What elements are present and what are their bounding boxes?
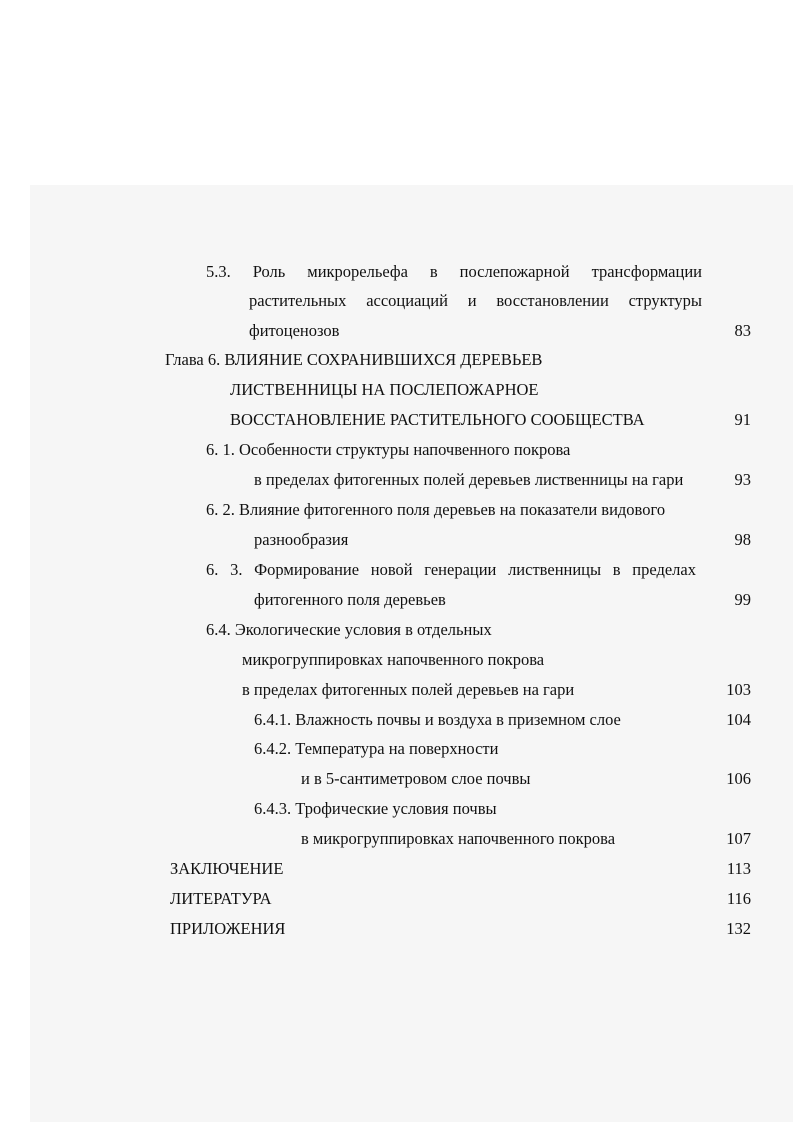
toc-page-number: 104 [726,710,751,729]
toc-entry-text: фитогенного поля деревьев [254,590,446,609]
toc-entry-text: ЛИТЕРАТУРА [170,889,272,908]
toc-entry-text: 6.4. Экологические условия в отдельных [206,620,492,639]
toc-entry-text: в пределах фитогенных полей деревьев на гари [242,680,575,699]
toc-entry-text: 6.4.2. Температура на поверхности [254,739,499,758]
toc-chapter-title: Глава 6. ВЛИЯНИЕ СОХРАНИВШИХСЯ ДЕРЕВЬЕВ [165,350,543,369]
toc-entry-text: растительных ассоциаций и восстановлении структуры [249,291,702,310]
toc-page-number: 93 [734,470,751,489]
toc-entry-text: 6. 2. Влияние фитогенного поля деревьев на показатели видового [206,500,666,519]
toc-page-number: 132 [726,919,751,938]
toc-entry-text: ПРИЛОЖЕНИЯ [170,919,286,938]
toc-page-number: 103 [726,680,751,699]
toc-entry-text: разнообразия [254,530,349,549]
toc-chapter-title: ЛИСТВЕННИЦЫ НА ПОСЛЕПОЖАРНОЕ [230,380,539,399]
toc-entry-text: в микрогруппировках напочвенного покрова [301,829,616,848]
toc-entry-text: в пределах фитогенных полей деревьев лиственницы на гари [254,470,684,489]
toc-page-number: 106 [726,769,751,788]
toc-entry-text: 6.4.1. Влажность почвы и воздуха в приземном слое [254,710,621,729]
toc-page-number: 107 [726,829,751,848]
toc-entry-text: фитоценозов [249,321,340,340]
toc-page-number: 98 [734,530,751,549]
toc-entry-text: 5.3. Роль микрорельефа в послепожарной трансформации [206,262,702,281]
toc-page-number: 116 [726,889,751,908]
toc-page-number: 91 [734,410,751,429]
toc-entry-text: 6.4.3. Трофические условия почвы [254,799,497,818]
toc-page-number: 99 [734,590,751,609]
toc-page-number: 83 [734,321,751,340]
toc-chapter-title: ВОССТАНОВЛЕНИЕ РАСТИТЕЛЬНОГО СООБЩЕСТВА [230,410,645,429]
toc-entry-text: ЗАКЛЮЧЕНИЕ [170,859,284,878]
toc-entry-text: 6. 1. Особенности структуры напочвенного покрова [206,440,571,459]
toc-page-number: 113 [726,859,751,878]
toc-entry-text: 6. 3. Формирование новой генерации лиственницы в пределах [206,560,696,579]
toc-entry-text: микрогруппировках напочвенного покрова [242,650,545,669]
toc-entry-text: и в 5-сантиметровом слое почвы [301,769,531,788]
